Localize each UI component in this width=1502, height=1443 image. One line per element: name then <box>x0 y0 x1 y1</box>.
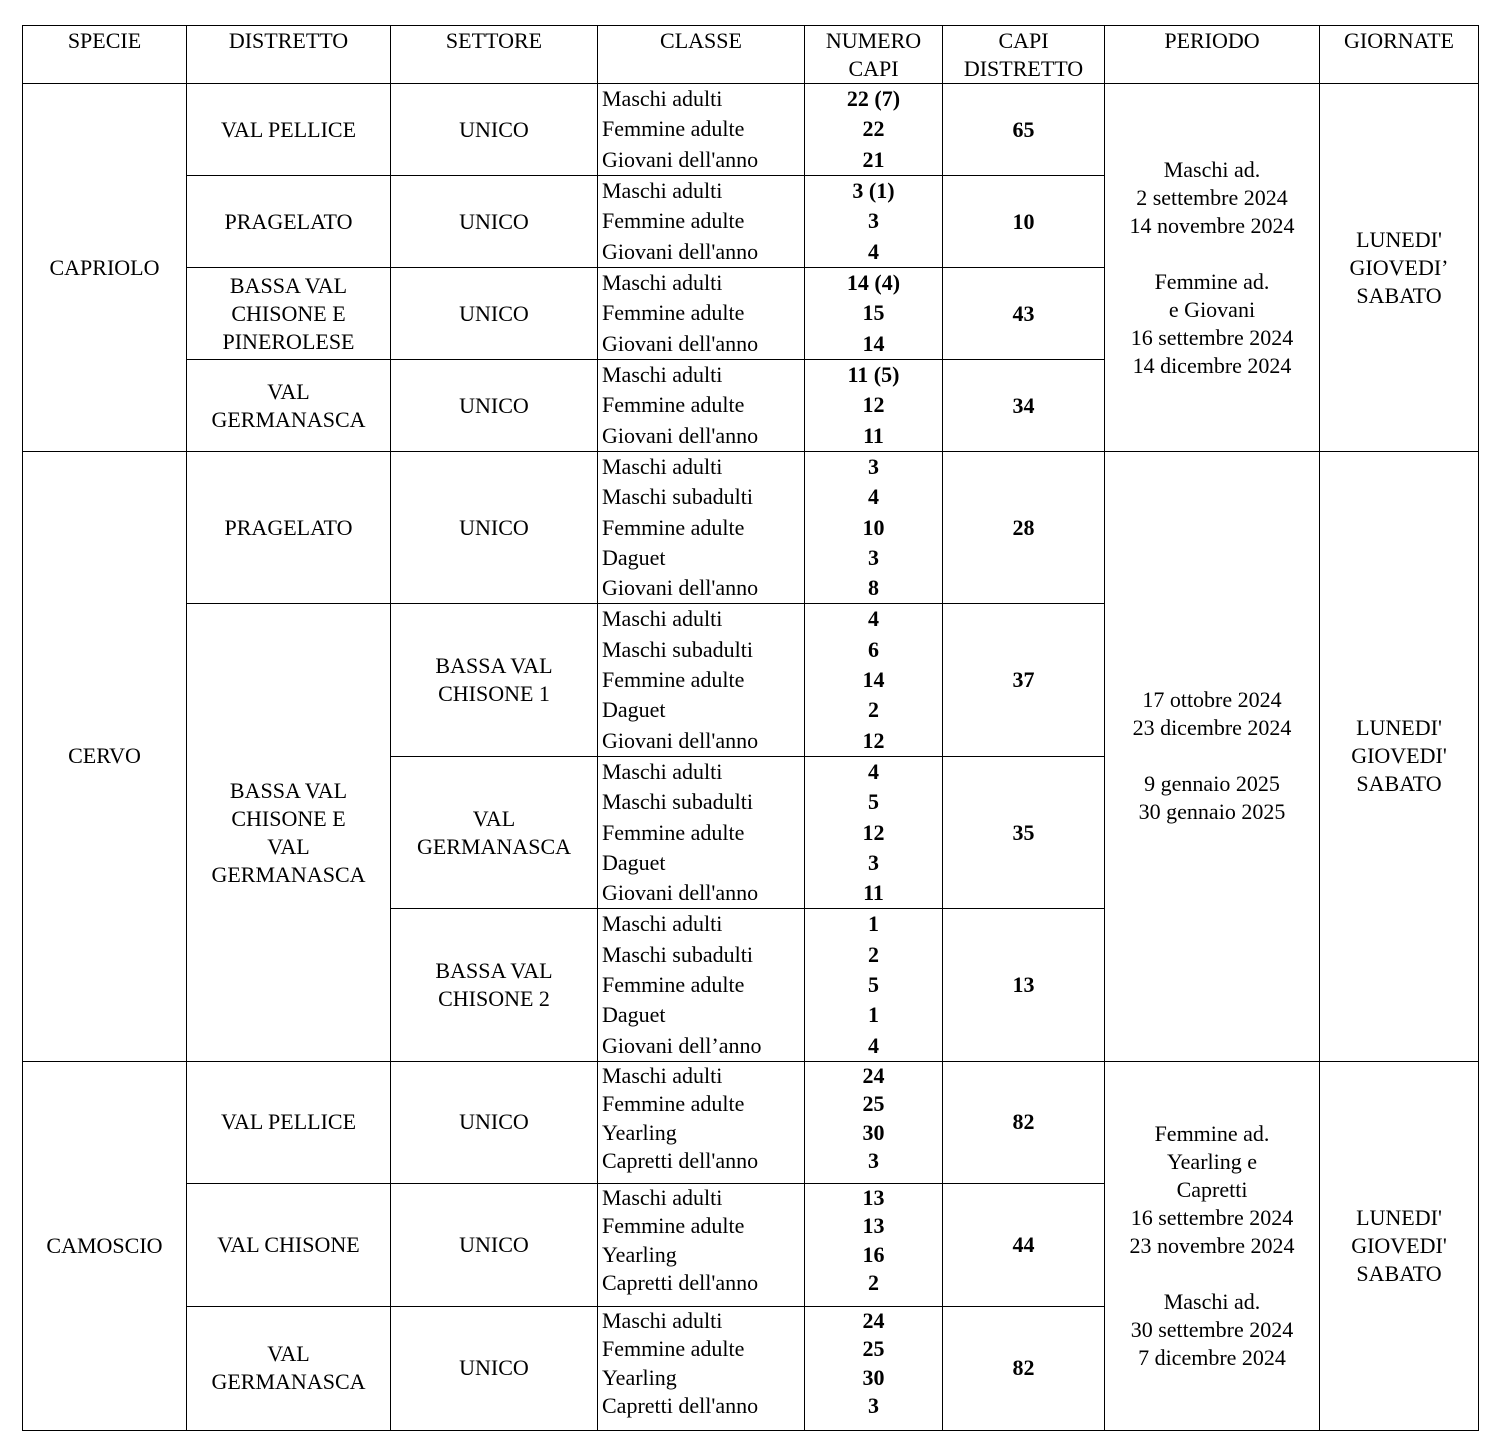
count-cell <box>805 604 943 756</box>
class-count: 12 <box>862 727 885 753</box>
period-text: Maschi ad. 30 settembre 2024 7 dicembre 2024 <box>1130 1288 1294 1370</box>
class-label: Femmine adulte <box>602 667 745 693</box>
district-cell <box>187 1061 391 1183</box>
class-label: Giovani dell’anno <box>602 1032 762 1058</box>
period-spacer <box>1105 742 1319 770</box>
period-spacer <box>1105 240 1319 268</box>
district-name: PRAGELATO <box>224 514 353 540</box>
header-giornate: GIORNATE <box>1320 26 1479 84</box>
class-label: Femmine adulte <box>602 514 745 540</box>
class-count: 6 <box>868 636 879 662</box>
days-cell <box>1320 84 1479 452</box>
district-total-cell <box>943 1183 1105 1306</box>
district-name: BASSA VAL CHISONE E VAL GERMANASCA <box>211 777 366 887</box>
header-row <box>23 26 1479 84</box>
district-total: 43 <box>1012 300 1035 326</box>
header-periodo: PERIODO <box>1105 26 1320 84</box>
class-label: Femmine adulte <box>602 1336 745 1362</box>
sector-cell <box>391 452 598 604</box>
count-cell <box>805 84 943 176</box>
district-name: VAL GERMANASCA <box>211 1341 366 1395</box>
class-label: Yearling <box>602 1364 677 1390</box>
sector-name: VAL GERMANASCA <box>416 805 572 859</box>
class-count: 8 <box>868 575 879 601</box>
class-count: 3 <box>868 208 879 234</box>
class-cell <box>598 360 805 452</box>
district-total: 44 <box>1012 1231 1035 1257</box>
period-text: Maschi ad. 2 settembre 2024 14 novembre 2024 <box>1129 156 1295 238</box>
sector-cell <box>391 1061 598 1183</box>
class-count: 15 <box>862 300 885 326</box>
class-count: 4 <box>868 1032 879 1058</box>
district-cell <box>187 176 391 268</box>
sector-name: BASSA VAL CHISONE 1 <box>435 653 553 707</box>
class-label: Femmine adulte <box>602 208 745 234</box>
species-cell <box>23 84 187 452</box>
class-count: 22 <box>862 116 885 142</box>
sector-name: UNICO <box>459 1355 529 1381</box>
class-label: Yearling <box>602 1119 677 1145</box>
class-count: 5 <box>868 972 879 998</box>
period-text: 9 gennaio 2025 30 gennaio 2025 <box>1138 771 1286 825</box>
sector-name: UNICO <box>459 208 529 234</box>
hunting-plan-table <box>22 25 1479 1431</box>
class-count: 16 <box>862 1241 885 1267</box>
hunting-days: LUNEDI' GIOVEDI’ SABATO <box>1349 226 1449 308</box>
district-total: 28 <box>1012 514 1035 540</box>
class-label: Giovani dell'anno <box>602 575 759 601</box>
class-count: 4 <box>868 484 879 510</box>
class-label: Giovani dell'anno <box>602 727 759 753</box>
class-label: Femmine adulte <box>602 116 745 142</box>
class-label: Femmine adulte <box>602 392 745 418</box>
district-name: VAL CHISONE <box>217 1231 360 1257</box>
class-label: Femmine adulte <box>602 1213 745 1239</box>
count-cell <box>805 1306 943 1430</box>
class-count: 5 <box>868 789 879 815</box>
class-label: Giovani dell'anno <box>602 422 759 448</box>
count-cell <box>805 1061 943 1183</box>
class-label: Maschi adulti <box>602 911 723 937</box>
class-label: Maschi subadulti <box>602 789 753 815</box>
district-name: VAL PELLICE <box>220 1109 357 1135</box>
species-name: CAPRIOLO <box>49 254 160 280</box>
class-count: 25 <box>862 1336 885 1362</box>
district-cell <box>187 1183 391 1306</box>
class-count: 30 <box>862 1119 885 1145</box>
class-count: 11 <box>863 422 884 448</box>
class-count: 24 <box>862 1062 885 1088</box>
class-label: Giovani dell'anno <box>602 146 759 172</box>
class-label: Maschi subadulti <box>602 636 753 662</box>
district-cell <box>187 1306 391 1430</box>
district-total-cell <box>943 268 1105 360</box>
district-total: 34 <box>1012 392 1035 418</box>
class-count: 13 <box>862 1184 885 1210</box>
class-cell <box>598 756 805 908</box>
class-count: 3 <box>868 849 879 875</box>
header-distretto: DISTRETTO <box>187 26 391 84</box>
class-cell <box>598 604 805 756</box>
class-label: Maschi adulti <box>602 270 723 295</box>
sector-cell <box>391 176 598 268</box>
class-label: Daguet <box>602 1002 666 1028</box>
class-count: 30 <box>862 1364 885 1390</box>
period-cell <box>1105 452 1320 1062</box>
sector-cell <box>391 604 598 756</box>
class-label: Giovani dell'anno <box>602 238 759 264</box>
class-label: Maschi adulti <box>602 758 723 784</box>
district-total-cell <box>943 1306 1105 1430</box>
class-cell <box>598 268 805 360</box>
sector-cell <box>391 756 598 908</box>
district-name: BASSA VAL CHISONE E PINEROLESE <box>222 272 355 354</box>
class-count: 14 <box>862 330 885 356</box>
header-numero-capi: NUMERO CAPI <box>805 26 943 84</box>
class-label: Maschi adulti <box>602 1307 723 1333</box>
class-count: 3 <box>868 1148 879 1174</box>
header-settore: SETTORE <box>391 26 598 84</box>
count-cell <box>805 452 943 604</box>
class-label: Daguet <box>602 697 666 723</box>
class-label: Maschi adulti <box>602 1184 723 1210</box>
district-total-cell <box>943 452 1105 604</box>
class-label: Maschi subadulti <box>602 941 753 967</box>
period-text: Femmine ad. e Giovani 16 settembre 2024 14 dicembre 2024 <box>1130 268 1294 378</box>
class-cell <box>598 84 805 176</box>
class-cell <box>598 176 805 268</box>
district-total: 13 <box>1012 972 1035 998</box>
class-label: Capretti dell'anno <box>602 1148 759 1174</box>
class-cell <box>598 1183 805 1306</box>
class-label: Femmine adulte <box>602 300 745 326</box>
district-cell <box>187 604 391 1061</box>
class-count: 21 <box>862 146 885 172</box>
class-count: 2 <box>868 697 879 723</box>
district-total-cell <box>943 909 1105 1061</box>
class-label: Maschi adulti <box>602 1062 723 1088</box>
district-total: 35 <box>1012 819 1035 845</box>
class-label: Daguet <box>602 849 666 875</box>
class-label: Maschi adulti <box>602 86 723 111</box>
class-label: Daguet <box>602 544 666 570</box>
sector-name: BASSA VAL CHISONE 2 <box>435 958 553 1012</box>
class-count: 13 <box>862 1213 885 1239</box>
days-cell <box>1320 1061 1479 1430</box>
district-total: 82 <box>1012 1109 1035 1135</box>
class-count: 3 <box>868 1393 879 1419</box>
period-text: 17 ottobre 2024 23 dicembre 2024 <box>1132 687 1292 741</box>
header-capi-distretto: CAPI DISTRETTO <box>943 26 1105 84</box>
class-count: 4 <box>868 758 879 784</box>
days-cell <box>1320 452 1479 1062</box>
class-count: 3 <box>868 454 879 479</box>
class-label: Maschi subadulti <box>602 484 753 510</box>
table-row <box>23 1061 1479 1183</box>
sector-name: UNICO <box>459 1109 529 1135</box>
district-total: 65 <box>1012 116 1035 142</box>
class-count: 4 <box>868 606 879 632</box>
header-specie: SPECIE <box>23 26 187 84</box>
class-label: Maschi adulti <box>602 362 723 387</box>
period-text: Femmine ad. Yearling e Capretti 16 settembre 2024 23 novembre 2024 <box>1129 1120 1295 1258</box>
table-row <box>23 452 1479 604</box>
class-count: 2 <box>868 941 879 967</box>
district-cell <box>187 360 391 452</box>
class-count: 14 <box>862 667 885 693</box>
district-total: 10 <box>1012 208 1035 234</box>
sector-name: UNICO <box>459 116 529 142</box>
district-cell <box>187 452 391 604</box>
class-label: Giovani dell'anno <box>602 330 759 356</box>
class-label: Capretti dell'anno <box>602 1393 759 1419</box>
district-name: VAL PELLICE <box>220 116 357 142</box>
district-total-cell <box>943 360 1105 452</box>
district-total: 37 <box>1012 667 1035 693</box>
count-cell <box>805 909 943 1061</box>
class-count: 11 (5) <box>847 362 900 387</box>
class-count: 3 (1) <box>852 178 895 203</box>
species-name: CERVO <box>68 743 141 769</box>
class-count: 3 <box>868 544 879 570</box>
class-cell <box>598 1306 805 1430</box>
sector-cell <box>391 268 598 360</box>
sector-cell <box>391 1183 598 1306</box>
species-cell <box>23 452 187 1062</box>
district-total: 82 <box>1012 1355 1035 1381</box>
count-cell <box>805 1183 943 1306</box>
sector-name: UNICO <box>459 392 529 418</box>
species-name: CAMOSCIO <box>46 1232 163 1258</box>
district-cell <box>187 84 391 176</box>
class-label: Femmine adulte <box>602 819 745 845</box>
class-label: Maschi adulti <box>602 606 723 632</box>
header-classe: CLASSE <box>598 26 805 84</box>
class-label: Giovani dell'anno <box>602 880 759 906</box>
sector-name: UNICO <box>459 300 529 326</box>
period-cell <box>1105 84 1320 452</box>
district-name: VAL GERMANASCA <box>211 378 366 432</box>
class-label: Capretti dell'anno <box>602 1270 759 1296</box>
sector-cell <box>391 909 598 1061</box>
class-label: Maschi adulti <box>602 178 723 203</box>
table-body <box>23 84 1479 1431</box>
hunting-days: LUNEDI' GIOVEDI' SABATO <box>1351 1204 1447 1286</box>
class-count: 24 <box>862 1307 885 1333</box>
period-spacer <box>1105 1260 1319 1288</box>
species-cell <box>23 1061 187 1430</box>
count-cell <box>805 360 943 452</box>
sector-cell <box>391 360 598 452</box>
class-count: 12 <box>862 392 885 418</box>
district-total-cell <box>943 756 1105 908</box>
class-cell <box>598 452 805 604</box>
hunting-days: LUNEDI' GIOVEDI' SABATO <box>1351 715 1447 797</box>
district-cell <box>187 268 391 360</box>
count-cell <box>805 176 943 268</box>
class-count: 11 <box>863 880 884 906</box>
class-count: 10 <box>862 514 885 540</box>
class-count: 22 (7) <box>846 86 901 111</box>
class-label: Yearling <box>602 1241 677 1267</box>
district-total-cell <box>943 604 1105 756</box>
sector-cell <box>391 84 598 176</box>
class-count: 1 <box>868 911 879 937</box>
class-cell <box>598 1061 805 1183</box>
class-label: Femmine adulte <box>602 1091 745 1117</box>
class-cell <box>598 909 805 1061</box>
count-cell <box>805 756 943 908</box>
count-cell <box>805 268 943 360</box>
sector-cell <box>391 1306 598 1430</box>
class-count: 2 <box>868 1270 879 1296</box>
sector-name: UNICO <box>459 1231 529 1257</box>
district-total-cell <box>943 84 1105 176</box>
class-count: 14 (4) <box>846 270 901 295</box>
class-count: 4 <box>868 238 879 264</box>
district-total-cell <box>943 1061 1105 1183</box>
table-row <box>23 84 1479 176</box>
class-label: Femmine adulte <box>602 972 745 998</box>
period-cell <box>1105 1061 1320 1430</box>
class-count: 1 <box>868 1002 879 1028</box>
district-name: PRAGELATO <box>224 208 353 234</box>
district-total-cell <box>943 176 1105 268</box>
class-label: Maschi adulti <box>602 454 723 479</box>
class-count: 25 <box>862 1091 885 1117</box>
class-count: 12 <box>862 819 885 845</box>
sector-name: UNICO <box>459 514 529 540</box>
